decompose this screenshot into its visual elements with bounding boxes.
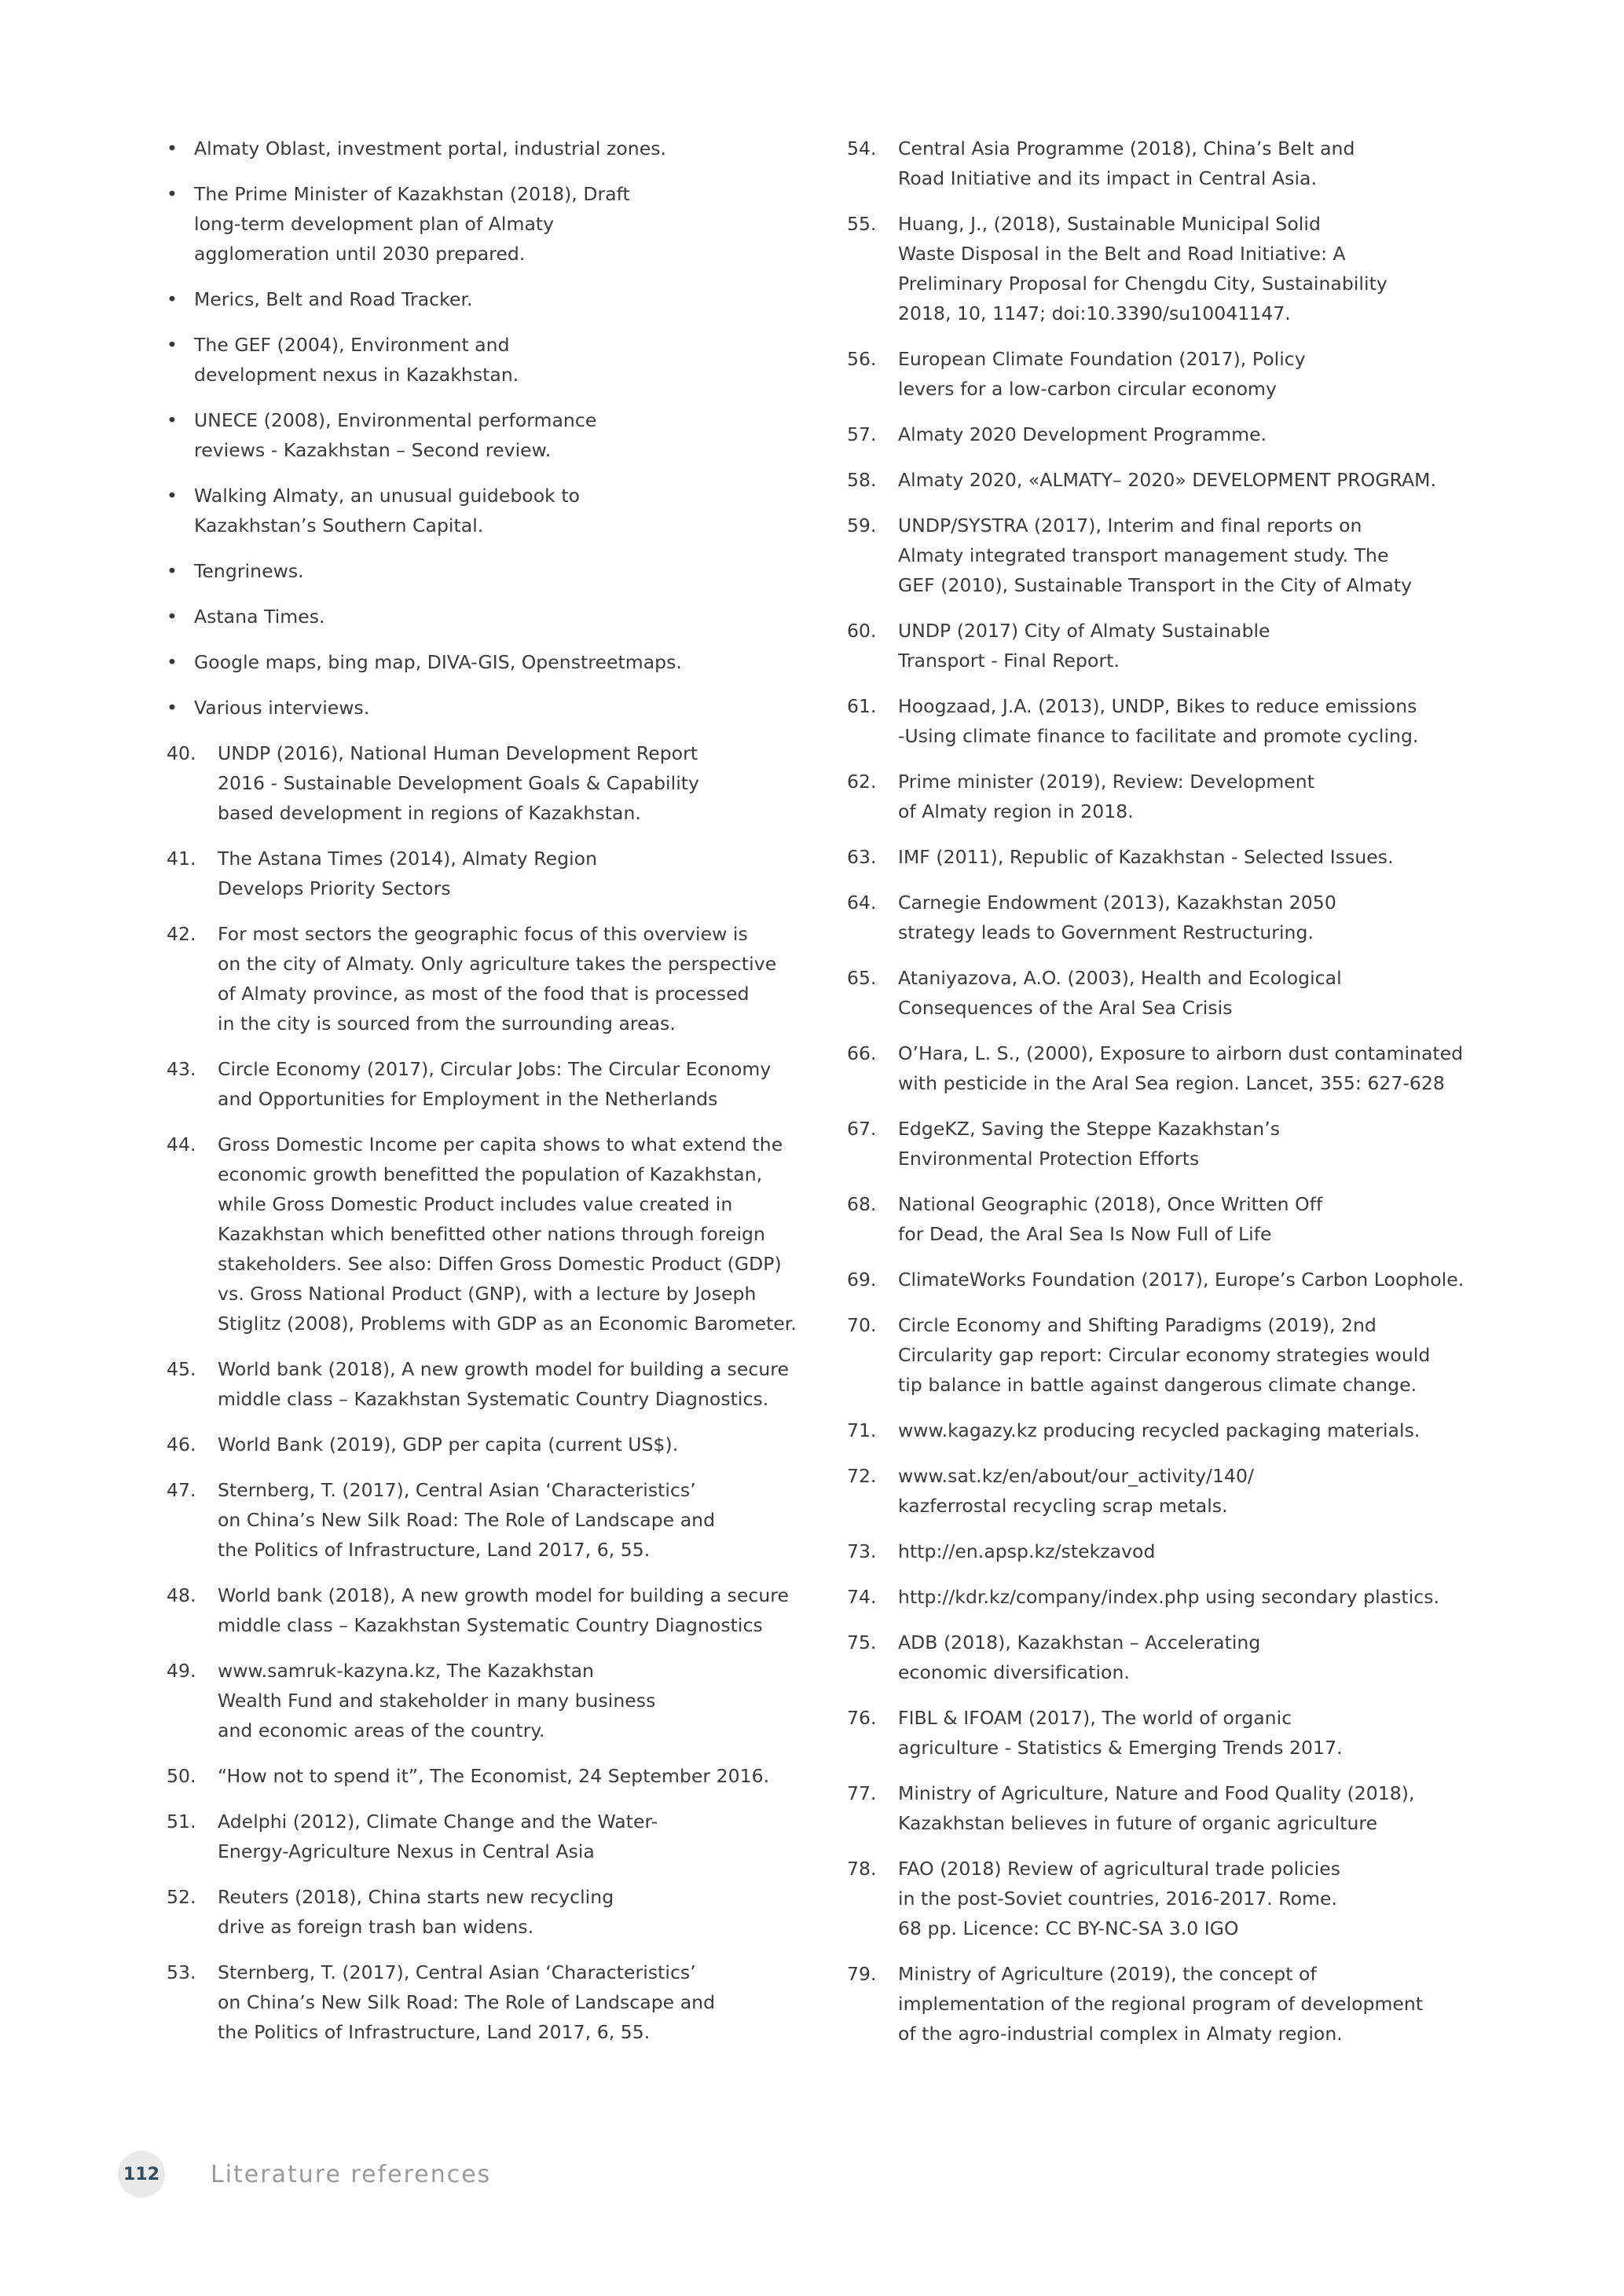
reference-item (847, 1778, 1476, 1838)
reference-item (167, 1957, 819, 2047)
reference-item (847, 1703, 1476, 1763)
reference-item (847, 465, 1476, 495)
reference-item (167, 481, 819, 540)
reference-line: Transport - Final Report. (898, 650, 1120, 672)
reference-item (847, 134, 1476, 193)
reference-text (194, 556, 819, 586)
reference-line: in the post-Soviet countries, 2016-2017. Rome. (898, 1888, 1337, 1910)
reference-line: Stiglitz (2008), Problems with GDP as an Economic Barometer. (218, 1313, 797, 1335)
reference-line: Central Asia Programme (2018), China’s Belt and (898, 137, 1355, 159)
reference-line: Almaty integrated transport management study. The (898, 544, 1389, 566)
bullet-marker: • (167, 288, 178, 310)
reference-line: for Dead, the Aral Sea Is Now Full of Life (898, 1223, 1272, 1245)
reference-item (167, 1430, 819, 1459)
reference-text (898, 511, 1476, 600)
reference-text (898, 767, 1476, 826)
reference-text (898, 1265, 1476, 1294)
reference-number: 52. (167, 1886, 196, 1908)
reference-line: economic diversification. (898, 1661, 1130, 1683)
reference-line: Preliminary Proposal for Chengdu City, Sustainability (898, 273, 1388, 295)
reference-number: 61. (847, 695, 877, 717)
reference-line: Carnegie Endowment (2013), Kazakhstan 2050 (898, 892, 1336, 914)
reference-item (847, 1265, 1476, 1294)
reference-line: Wealth Fund and stakeholder in many business (218, 1690, 656, 1712)
reference-text (898, 344, 1476, 404)
reference-line: Energy-Agriculture Nexus in Central Asia (218, 1840, 595, 1862)
reference-number: 65. (847, 967, 877, 989)
reference-line: GEF (2010), Sustainable Transport in the City of Almaty (898, 574, 1413, 596)
bullet-marker: • (167, 485, 178, 507)
reference-line: Waste Disposal in the Belt and Road Initiative: A (898, 243, 1346, 265)
reference-line: IMF (2011), Republic of Kazakhstan - Selected Issues. (898, 846, 1394, 868)
reference-item (847, 1114, 1476, 1174)
bullet-marker: • (167, 651, 178, 673)
reference-line: on China’s New Silk Road: The Role of Landscape and (218, 1509, 716, 1531)
reference-text (218, 1354, 819, 1414)
reference-line: 2016 - Sustainable Development Goals & Capability (218, 772, 699, 794)
reference-text (898, 209, 1476, 328)
reference-text (218, 1807, 819, 1866)
reference-item (847, 1461, 1476, 1521)
reference-item (167, 919, 819, 1038)
reference-number: 71. (847, 1419, 877, 1441)
section-label: Literature references (211, 2160, 492, 2188)
reference-text (218, 1054, 819, 1114)
reference-text (194, 481, 819, 540)
reference-item (847, 419, 1476, 449)
reference-line: Consequences of the Aral Sea Crisis (898, 997, 1233, 1019)
reference-text (194, 602, 819, 632)
reference-line: Astana Times. (194, 606, 325, 628)
reference-line: middle class – Kazakhstan Systematic Country Diagnostics. (218, 1388, 769, 1410)
reference-line: EdgeKZ, Saving the Steppe Kazakhstan’s (898, 1118, 1281, 1140)
reference-text (898, 1628, 1476, 1687)
reference-number: 60. (847, 620, 877, 642)
reference-number: 49. (167, 1660, 196, 1682)
reference-line: FAO (2018) Review of agricultural trade policies (898, 1858, 1341, 1880)
reference-item (847, 1038, 1476, 1098)
reference-line: www.kagazy.kz producing recycled packaging materials. (898, 1419, 1421, 1441)
reference-line: on the city of Almaty. Only agriculture takes the perspective (218, 953, 777, 975)
reference-line: Kazakhstan believes in future of organic agriculture (898, 1812, 1378, 1834)
reference-text (898, 1038, 1476, 1098)
reference-line: Prime minister (2019), Review: Development (898, 771, 1314, 793)
reference-text (898, 1310, 1476, 1400)
reference-text (898, 1415, 1476, 1445)
reference-text (218, 919, 819, 1038)
reference-number: 74. (847, 1586, 877, 1608)
reference-text (898, 1189, 1476, 1249)
reference-item (167, 556, 819, 586)
reference-line: The GEF (2004), Environment and (194, 334, 510, 356)
reference-item (847, 691, 1476, 751)
bullet-marker: • (167, 606, 178, 628)
reference-line: UNECE (2008), Environmental performance (194, 409, 597, 431)
reference-number: 55. (847, 213, 877, 235)
reference-number: 48. (167, 1584, 196, 1606)
reference-text (218, 1761, 819, 1791)
reference-item (847, 1189, 1476, 1249)
reference-text (898, 842, 1476, 872)
reference-item (847, 344, 1476, 404)
reference-line: agriculture - Statistics & Emerging Trends 2017. (898, 1737, 1343, 1759)
reference-number: 46. (167, 1434, 196, 1456)
reference-line: Circle Economy and Shifting Paradigms (2019), 2nd (898, 1314, 1377, 1336)
reference-line: the Politics of Infrastructure, Land 2017, 6, 55. (218, 1539, 651, 1561)
reference-line: Ministry of Agriculture, Nature and Food Quality (2018), (898, 1782, 1415, 1804)
reference-item (167, 1882, 819, 1942)
reference-line: Kazakhstan which benefitted other nations through foreign (218, 1223, 765, 1245)
reference-text (898, 616, 1476, 676)
reference-line: kazferrostal recycling scrap metals. (898, 1495, 1228, 1517)
reference-line: Google maps, bing map, DIVA-GIS, Openstreetmaps. (194, 651, 682, 673)
reference-line: National Geographic (2018), Once Written Off (898, 1193, 1323, 1215)
reference-line: www.sat.kz/en/about/our_activity/140/ (898, 1465, 1254, 1487)
reference-line: middle class – Kazakhstan Systematic Country Diagnostics (218, 1614, 763, 1636)
reference-text (194, 405, 819, 465)
reference-line: Merics, Belt and Road Tracker. (194, 288, 473, 310)
reference-text (898, 691, 1476, 751)
reference-number: 47. (167, 1479, 196, 1501)
reference-line: Environmental Protection Efforts (898, 1148, 1200, 1170)
reference-line: the Politics of Infrastructure, Land 2017, 6, 55. (218, 2021, 651, 2043)
reference-line: ADB (2018), Kazakhstan – Accelerating (898, 1631, 1261, 1653)
reference-line: http://en.apsp.kz/stekzavod (898, 1540, 1156, 1562)
reference-line: based development in regions of Kazakhstan. (218, 802, 641, 824)
reference-line: http://kdr.kz/company/index.php using secondary plastics. (898, 1586, 1440, 1608)
reference-number: 70. (847, 1314, 877, 1336)
reference-line: Huang, J., (2018), Sustainable Municipal Solid (898, 213, 1321, 235)
reference-item (847, 511, 1476, 600)
reference-line: Hoogzaad, J.A. (2013), UNDP, Bikes to reduce emissions (898, 695, 1417, 717)
reference-item (167, 738, 819, 828)
reference-number: 72. (847, 1465, 877, 1487)
reference-text (898, 1854, 1476, 1943)
reference-text (898, 1114, 1476, 1174)
bullet-marker: • (167, 560, 178, 582)
reference-item (167, 330, 819, 390)
reference-item (167, 179, 819, 269)
reference-line: vs. Gross National Product (GNP), with a lecture by Joseph (218, 1283, 757, 1305)
reference-line: Almaty Oblast, investment portal, industrial zones. (194, 137, 667, 159)
reference-line: Circularity gap report: Circular economy strategies would (898, 1344, 1431, 1366)
reference-line: For most sectors the geographic focus of this overview is (218, 923, 748, 945)
reference-line: while Gross Domestic Product includes value created in (218, 1193, 733, 1215)
reference-number: 77. (847, 1782, 877, 1804)
reference-item (847, 767, 1476, 826)
reference-text (218, 1130, 819, 1338)
reference-number: 64. (847, 892, 877, 914)
reference-line: Gross Domestic Income per capita shows to what extend the (218, 1133, 783, 1155)
page-number-badge: 112 (118, 2151, 165, 2198)
reference-item (167, 1475, 819, 1565)
reference-item (847, 1310, 1476, 1400)
reference-number: 40. (167, 742, 196, 764)
reference-line: Reuters (2018), China starts new recycling (218, 1886, 614, 1908)
reference-line: Road Initiative and its impact in Central Asia. (898, 167, 1317, 189)
reference-number: 42. (167, 923, 196, 945)
reference-text (218, 1475, 819, 1565)
reference-line: UNDP/SYSTRA (2017), Interim and final reports on (898, 514, 1362, 536)
reference-number: 67. (847, 1118, 877, 1140)
reference-item (847, 888, 1476, 947)
reference-line: agglomeration until 2030 prepared. (194, 243, 526, 265)
reference-text (194, 330, 819, 390)
reference-item (167, 844, 819, 903)
reference-item (847, 1536, 1476, 1566)
reference-line: levers for a low-carbon circular economy (898, 378, 1277, 400)
reference-line: World bank (2018), A new growth model for building a secure (218, 1584, 789, 1606)
reference-line: The Astana Times (2014), Almaty Region (218, 848, 598, 870)
reference-item (167, 134, 819, 163)
right-reference-column (847, 134, 1476, 2064)
reference-line: 2018, 10, 1147; doi:10.3390/su10041147. (898, 302, 1291, 324)
reference-number: 41. (167, 848, 196, 870)
reference-text (218, 1580, 819, 1640)
reference-line: Almaty 2020, «ALMATY– 2020» DEVELOPMENT PROGRAM. (898, 469, 1437, 491)
bullet-marker: • (167, 697, 178, 719)
reference-line: FIBL & IFOAM (2017), The world of organic (898, 1707, 1292, 1729)
reference-item (167, 1354, 819, 1414)
reference-number: 53. (167, 1961, 196, 1983)
reference-item (167, 602, 819, 632)
reference-number: 56. (847, 348, 877, 370)
reference-text (218, 844, 819, 903)
reference-line: Ataniyazova, A.O. (2003), Health and Ecological (898, 967, 1342, 989)
reference-line: in the city is sourced from the surrounding areas. (218, 1013, 676, 1034)
reference-text (898, 1703, 1476, 1763)
reference-item (167, 1656, 819, 1745)
reference-text (898, 1959, 1476, 2049)
reference-line: www.samruk-kazyna.kz, The Kazakhstan (218, 1660, 595, 1682)
reference-line: UNDP (2016), National Human Development Report (218, 742, 698, 764)
reference-item (847, 963, 1476, 1023)
reference-item (167, 1130, 819, 1338)
reference-item (847, 1628, 1476, 1687)
reference-number: 45. (167, 1358, 196, 1380)
reference-line: 68 pp. Licence: CC BY-NC-SA 3.0 IGO (898, 1917, 1239, 1939)
reference-item (167, 647, 819, 677)
reference-line: economic growth benefitted the population of Kazakhstan, (218, 1163, 763, 1185)
bullet-marker: • (167, 409, 178, 431)
reference-line: of Almaty province, as most of the food that is processed (218, 983, 750, 1005)
reference-number: 76. (847, 1707, 877, 1729)
reference-line: and economic areas of the country. (218, 1719, 545, 1741)
reference-line: development nexus in Kazakhstan. (194, 364, 519, 386)
reference-line: European Climate Foundation (2017), Policy (898, 348, 1306, 370)
reference-item (167, 284, 819, 314)
reference-text (898, 888, 1476, 947)
reference-line: strategy leads to Government Restructuring. (898, 921, 1314, 943)
reference-text (898, 1778, 1476, 1838)
reference-text (898, 1461, 1476, 1521)
reference-line: Kazakhstan’s Southern Capital. (194, 514, 484, 536)
reference-line: World Bank (2019), GDP per capita (current US$). (218, 1434, 679, 1456)
bullet-marker: • (167, 137, 178, 159)
reference-number: 51. (167, 1811, 196, 1833)
reference-line: of the agro-industrial complex in Almaty region. (898, 2023, 1343, 2045)
reference-number: 43. (167, 1058, 196, 1080)
reference-line: long-term development plan of Almaty (194, 213, 555, 235)
reference-line: -Using climate finance to facilitate and promote cycling. (898, 725, 1419, 747)
reference-text (194, 647, 819, 677)
reference-item (167, 1580, 819, 1640)
reference-text (898, 465, 1476, 495)
reference-item (847, 1959, 1476, 2049)
page-footer (118, 2151, 491, 2198)
reference-line: stakeholders. See also: Diffen Gross Domestic Product (GDP) (218, 1253, 782, 1275)
reference-line: Sternberg, T. (2017), Central Asian ‘Characteristics’ (218, 1479, 696, 1501)
reference-item (167, 1054, 819, 1114)
reference-line: implementation of the regional program of development (898, 1993, 1424, 2015)
left-reference-column (167, 134, 819, 2063)
reference-line: Develops Priority Sectors (218, 877, 451, 899)
reference-text (194, 134, 819, 163)
reference-item (167, 1807, 819, 1866)
reference-number: 63. (847, 846, 877, 868)
reference-number: 75. (847, 1631, 877, 1653)
reference-number: 68. (847, 1193, 877, 1215)
reference-line: Circle Economy (2017), Circular Jobs: The Circular Economy (218, 1058, 772, 1080)
reference-text (898, 963, 1476, 1023)
reference-number: 59. (847, 514, 877, 536)
reference-number: 73. (847, 1540, 877, 1562)
reference-text (218, 1882, 819, 1942)
reference-line: The Prime Minister of Kazakhstan (2018), Draft (194, 183, 630, 205)
reference-text (218, 1430, 819, 1459)
reference-item (847, 1582, 1476, 1612)
reference-line: O’Hara, L. S., (2000), Exposure to airborn dust contaminated (898, 1042, 1464, 1064)
reference-line: of Almaty region in 2018. (898, 800, 1134, 822)
reference-line: World bank (2018), A new growth model for building a secure (218, 1358, 789, 1380)
reference-text (898, 1582, 1476, 1612)
reference-item (167, 405, 819, 465)
reference-text (218, 1957, 819, 2047)
reference-line: with pesticide in the Aral Sea region. Lancet, 355: 627-628 (898, 1072, 1445, 1094)
reference-number: 44. (167, 1133, 196, 1155)
reference-line: Almaty 2020 Development Programme. (898, 423, 1267, 445)
reference-text (218, 738, 819, 828)
reference-text (898, 419, 1476, 449)
reference-item (167, 693, 819, 723)
reference-line: tip balance in battle against dangerous climate change. (898, 1374, 1417, 1396)
reference-text (194, 179, 819, 269)
reference-number: 58. (847, 469, 877, 491)
reference-number: 78. (847, 1858, 877, 1880)
reference-item (847, 616, 1476, 676)
reference-text (194, 284, 819, 314)
reference-line: reviews - Kazakhstan – Second review. (194, 439, 552, 461)
reference-line: on China’s New Silk Road: The Role of Landscape and (218, 1991, 716, 2013)
reference-item (167, 1761, 819, 1791)
reference-item (847, 1854, 1476, 1943)
reference-number: 57. (847, 423, 877, 445)
reference-line: drive as foreign trash ban widens. (218, 1916, 534, 1938)
reference-line: Ministry of Agriculture (2019), the concept of (898, 1963, 1317, 1985)
reference-number: 69. (847, 1269, 877, 1291)
reference-item (847, 209, 1476, 328)
reference-text (898, 1536, 1476, 1566)
reference-number: 50. (167, 1765, 196, 1787)
reference-text (194, 693, 819, 723)
reference-text (218, 1656, 819, 1745)
reference-item (847, 1415, 1476, 1445)
reference-line: and Opportunities for Employment in the Netherlands (218, 1088, 718, 1110)
reference-line: Adelphi (2012), Climate Change and the Water- (218, 1811, 658, 1833)
reference-number: 54. (847, 137, 877, 159)
reference-line: Tengrinews. (194, 560, 304, 582)
reference-line: “How not to spend it”, The Economist, 24 September 2016. (218, 1765, 770, 1787)
reference-line: UNDP (2017) City of Almaty Sustainable (898, 620, 1270, 642)
reference-number: 66. (847, 1042, 877, 1064)
reference-number: 79. (847, 1963, 877, 1985)
bullet-marker: • (167, 183, 178, 205)
reference-number: 62. (847, 771, 877, 793)
reference-line: Various interviews. (194, 697, 370, 719)
reference-line: Sternberg, T. (2017), Central Asian ‘Characteristics’ (218, 1961, 696, 1983)
reference-text (898, 134, 1476, 193)
reference-line: ClimateWorks Foundation (2017), Europe’s Carbon Loophole. (898, 1269, 1465, 1291)
reference-item (847, 842, 1476, 872)
reference-line: Walking Almaty, an unusual guidebook to (194, 485, 581, 507)
bullet-marker: • (167, 334, 178, 356)
